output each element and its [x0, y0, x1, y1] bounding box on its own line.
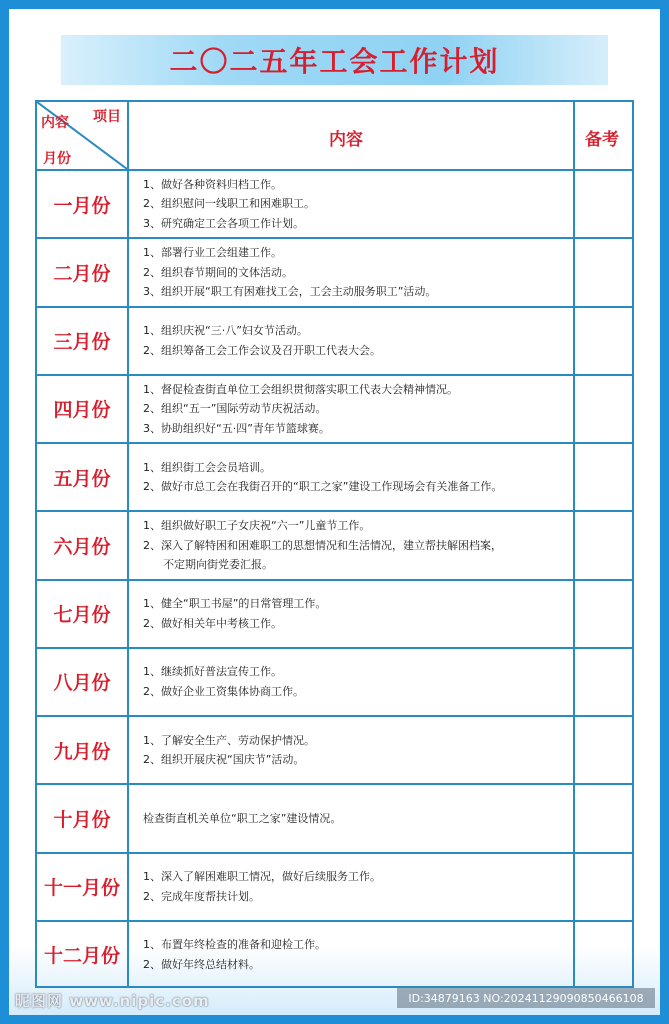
month-label: 十月份 [53, 808, 111, 831]
title-banner [61, 35, 608, 85]
plan-item: 2、深入了解特困和困难职工的思想情况和生活情况，建立帮扶解困档案， [143, 538, 502, 552]
plan-item: 3、研究确定工会各项工作计划。 [143, 216, 304, 230]
month-label: 十一月份 [43, 877, 120, 900]
plan-item: 3、组织开展“职工有困难找工会，工会主动服务职工”活动。 [143, 285, 437, 299]
month-plan-content [129, 649, 573, 715]
month-plan-content [129, 512, 573, 578]
month-label: 四月份 [53, 399, 111, 422]
plan-item: 2、组织筹备工会工作会议及召开职工代表大会。 [143, 343, 381, 357]
month-label: 六月份 [53, 535, 111, 558]
page-title: 二〇二五年工会工作计划 [169, 45, 500, 78]
remarks-column-header: 备考 [585, 130, 619, 150]
month-plan-content [129, 785, 573, 851]
corner-label-bottom: 月份 [43, 151, 71, 167]
corner-cell [37, 102, 127, 169]
remarks-cell[interactable] [575, 376, 632, 442]
plan-item: 2、做好市总工会在我街召开的“职工之家”建设工作现场会有关准备工作。 [143, 480, 503, 494]
plan-item: 1、深入了解困难职工情况，做好后续服务工作。 [143, 870, 381, 884]
plan-item: 2、完成年度帮扶计划。 [143, 889, 260, 903]
plan-item: 2、组织慰问一线职工和困难职工。 [143, 197, 315, 211]
plan-item: 1、督促检查街直单位工会组织贯彻落实职工代表大会精神情况。 [143, 382, 458, 396]
month-plan-content [129, 717, 573, 783]
remarks-cell[interactable] [575, 854, 632, 920]
plan-item: 1、健全“职工书屋”的日常管理工作。 [143, 597, 327, 611]
corner-label-left: 内容 [41, 115, 69, 131]
month-plan-content [129, 444, 573, 510]
plan-item: 检查街直机关单位“职工之家”建设情况。 [143, 811, 342, 825]
plan-item: 2、组织春节期间的文体活动。 [143, 265, 293, 279]
month-plan-content [129, 376, 573, 442]
plan-item: 2、做好企业工资集体协商工作。 [143, 684, 304, 698]
remarks-cell[interactable] [575, 581, 632, 647]
remarks-cell[interactable] [575, 649, 632, 715]
month-label: 八月份 [53, 672, 111, 695]
remarks-cell[interactable] [575, 922, 632, 988]
remarks-cell[interactable] [575, 239, 632, 305]
month-label: 五月份 [53, 467, 111, 490]
plan-item: 1、组织做好职工子女庆祝“六一”儿童节工作。 [143, 519, 371, 533]
plan-item: 1、部署行业工会组建工作。 [143, 246, 282, 260]
month-label: 一月份 [53, 194, 111, 217]
watermark-id: ID:34879163 NO:20241129090850466108 [397, 988, 655, 1008]
remarks-cell[interactable] [575, 171, 632, 237]
plan-item: 2、做好相关年中考核工作。 [143, 616, 282, 630]
plan-item: 1、做好各种资料归档工作。 [143, 177, 282, 191]
plan-item: 2、做好年终总结材料。 [143, 957, 260, 971]
remarks-cell[interactable] [575, 785, 632, 851]
remarks-cell[interactable] [575, 308, 632, 374]
month-plan-content [129, 171, 573, 237]
month-plan-content [129, 854, 573, 920]
plan-item: 1、布置年终检查的准备和迎检工作。 [143, 938, 326, 952]
month-plan-content [129, 922, 573, 988]
plan-item: 1、继续抓好普法宣传工作。 [143, 665, 282, 679]
plan-table [35, 100, 634, 988]
corner-label-top: 项目 [93, 109, 121, 125]
content-column-header: 内容 [329, 130, 363, 150]
month-plan-content [129, 308, 573, 374]
month-label: 九月份 [53, 740, 111, 763]
watermark-logo: 昵图网 www.nipic.com [15, 992, 210, 1010]
remarks-cell[interactable] [575, 444, 632, 510]
plan-item: 不定期向街党委汇报。 [163, 558, 273, 572]
month-label: 七月份 [53, 604, 111, 627]
month-label: 二月份 [53, 262, 111, 285]
plan-item: 1、组织庆祝“三·八”妇女节活动。 [143, 324, 308, 338]
remarks-cell[interactable] [575, 717, 632, 783]
plan-item: 1、组织街工会会员培训。 [143, 460, 271, 474]
plan-item: 2、组织开展庆祝“国庆节”活动。 [143, 753, 305, 767]
month-plan-content [129, 581, 573, 647]
plan-item: 3、协助组织好“五·四”青年节篮球赛。 [143, 421, 330, 435]
month-label: 三月份 [53, 331, 111, 354]
remarks-cell[interactable] [575, 512, 632, 578]
month-plan-content [129, 239, 573, 305]
plan-item: 2、组织“五一”国际劳动节庆祝活动。 [143, 402, 327, 416]
month-label: 十二月份 [43, 945, 120, 968]
plan-item: 1、了解安全生产、劳动保护情况。 [143, 733, 315, 747]
